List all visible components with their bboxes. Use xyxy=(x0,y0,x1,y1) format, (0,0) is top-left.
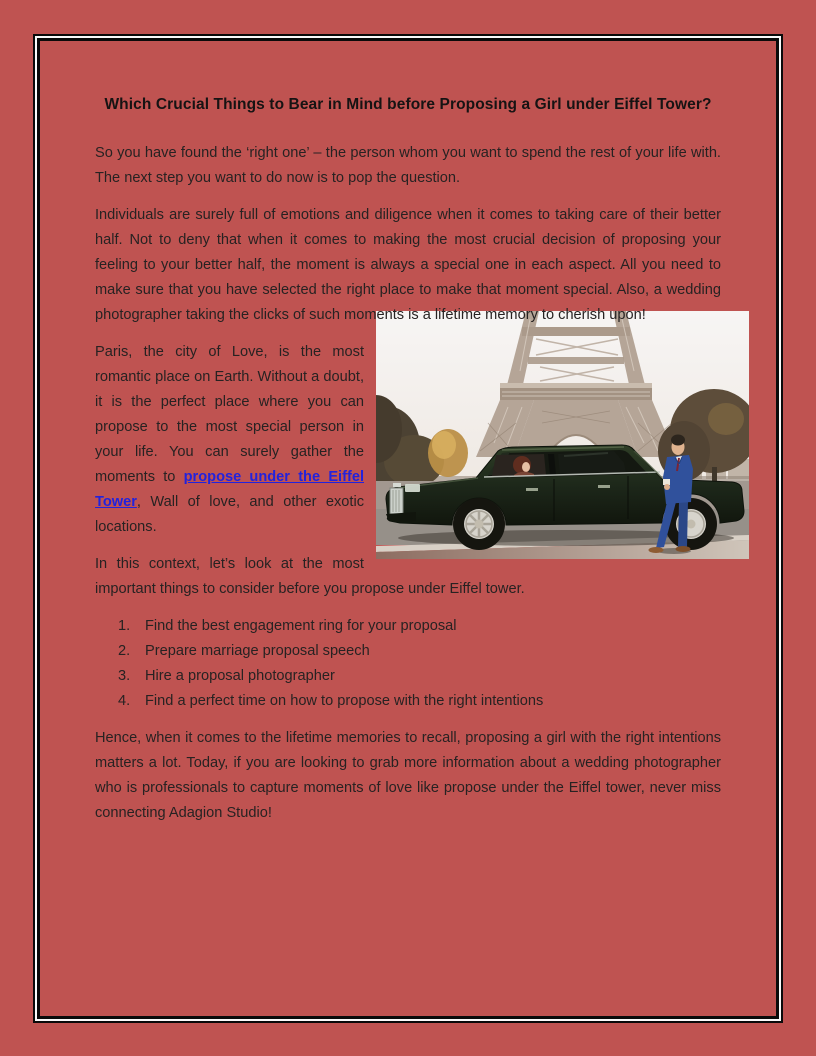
propose-under-eiffel-tower-link[interactable]: propose under the Eiffel Tower xyxy=(95,469,364,510)
headlight xyxy=(405,484,420,492)
list-item xyxy=(95,664,721,689)
list-item xyxy=(95,689,721,714)
page-border-frame xyxy=(37,38,779,1019)
paragraph-emotions: Individuals are surely full of emotions and diligence when it comes to taking care of their better half. Not to deny that when it comes to making the most crucial decision of proposing your feeling to your better half, the moment is always a special one in each aspect. All you need to make sure that you have selected the right place to make that moment special. Also, a wedding photographer taking the clicks of such moments is a lifetime memory to cherish upon! xyxy=(95,207,721,323)
list-item-number: 3. xyxy=(118,668,131,684)
list-item-number: 4. xyxy=(118,693,131,709)
list-item-text: Find the best engagement ring for your proposal xyxy=(145,618,457,634)
couple-rolls-royce-eiffel-tower-photo xyxy=(376,311,749,559)
considerations-list xyxy=(95,614,721,714)
paragraph-paris-text: Paris, the city of Love, is the most romantic place on Earth. Without a doubt, it is the perfect place where you can propose to the most special person in your life. You can surely gather the moments to xyxy=(95,344,364,485)
list-item-number: 1. xyxy=(118,618,131,634)
list-item-text: Prepare marriage proposal speech xyxy=(145,643,370,659)
list-item-number: 2. xyxy=(118,643,131,659)
paragraph-paris xyxy=(95,340,721,540)
list-item xyxy=(95,614,721,639)
list-item-text: Find a perfect time on how to propose with the right intentions xyxy=(145,693,544,709)
page-title: Which Crucial Things to Bear in Mind before Proposing a Girl under Eiffel Tower? xyxy=(104,96,712,113)
list-item xyxy=(95,639,721,664)
list-item-text: Hire a proposal photographer xyxy=(145,668,335,684)
hood-ornament xyxy=(393,483,401,487)
paragraph-intro: So you have found the ‘right one’ – the person whom you want to spend the rest of your life with. The next step you want to do now is to pop the question. xyxy=(95,145,721,186)
paragraph-paris-tail: , Wall of love, and other exotic locations. xyxy=(95,494,364,535)
front-wheel xyxy=(453,498,505,550)
photo-illustration xyxy=(376,311,749,559)
paragraph-context: In this context, let’s look at the most important things to consider before you propose under Eiffel tower. xyxy=(95,556,525,597)
paragraph-closing: Hence, when it comes to the lifetime memories to recall, proposing a girl with the right intentions matters a lot. Today, if you are looking to grab more information about a wedding photographer who is professionals to capture moments of love like propose under the Eiffel tower, never miss connecting Adagion Studio! xyxy=(95,730,721,821)
document-content xyxy=(40,41,776,1016)
